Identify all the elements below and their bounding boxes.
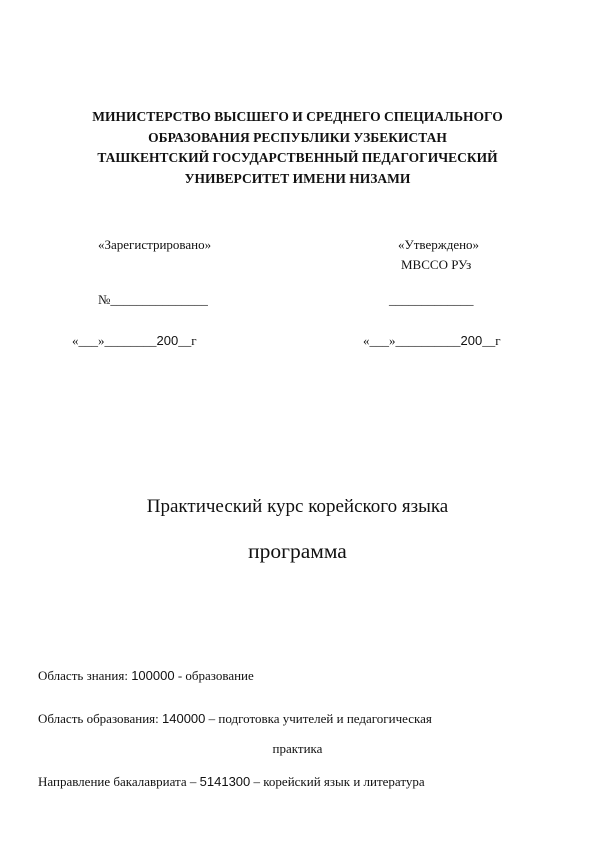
approved-date-prefix: «___»__________ (363, 333, 461, 348)
knowledge-area-code: 100000 (131, 668, 175, 683)
approved-label: «Утверждено» (398, 237, 480, 252)
knowledge-area (38, 668, 254, 684)
approved-date-year: 200 (460, 333, 483, 348)
approval-signature-line: _____________ (389, 292, 474, 307)
knowledge-area-label: Область знания: (38, 668, 132, 683)
education-area (38, 711, 432, 727)
registration-number-line: №_______________ (98, 292, 208, 307)
registered-label: «Зарегистрировано» (98, 237, 212, 252)
header-line-2: ОБРАЗОВАНИЯ РЕСПУБЛИКИ УЗБЕКИСТАН (148, 129, 447, 145)
registered-date-suffix: __г (178, 333, 197, 348)
bachelor-direction (38, 774, 425, 790)
registered-date-line (72, 333, 197, 349)
registered-date-prefix: «___»________ (72, 333, 157, 348)
approved-block (398, 235, 479, 275)
registered-block (98, 235, 211, 255)
approved-authority: МВССО РУз (401, 257, 472, 272)
education-area-continuation: практика (272, 741, 323, 756)
approved-date-line (363, 333, 501, 349)
course-title: Практический курс корейского языка (146, 496, 449, 517)
header-line-3: ТАШКЕНТСКИЙ ГОСУДАРСТВЕННЫЙ ПЕДАГОГИЧЕСКИЙ (97, 150, 498, 165)
direction-label: Направление бакалавриата – (38, 774, 200, 789)
knowledge-area-name: - образование (174, 668, 254, 683)
header-line-1: МИНИСТЕРСТВО ВЫСШЕГО И СРЕДНЕГО СПЕЦИАЛЬНОГО (92, 109, 503, 124)
education-area-code: 140000 (162, 711, 206, 726)
registered-date-year: 200 (156, 333, 179, 348)
education-area-name: – подготовка учителей и педагогическая (205, 711, 432, 726)
education-area-label: Область образования: (38, 711, 163, 726)
ministry-header (0, 107, 595, 189)
direction-name: – корейский язык и литература (250, 774, 425, 789)
approved-date-suffix: __г (482, 333, 501, 348)
direction-code: 5141300 (199, 774, 251, 789)
header-line-4: УНИВЕРСИТЕТ ИМЕНИ НИЗАМИ (184, 170, 411, 186)
program-subtitle: программа (248, 539, 347, 563)
